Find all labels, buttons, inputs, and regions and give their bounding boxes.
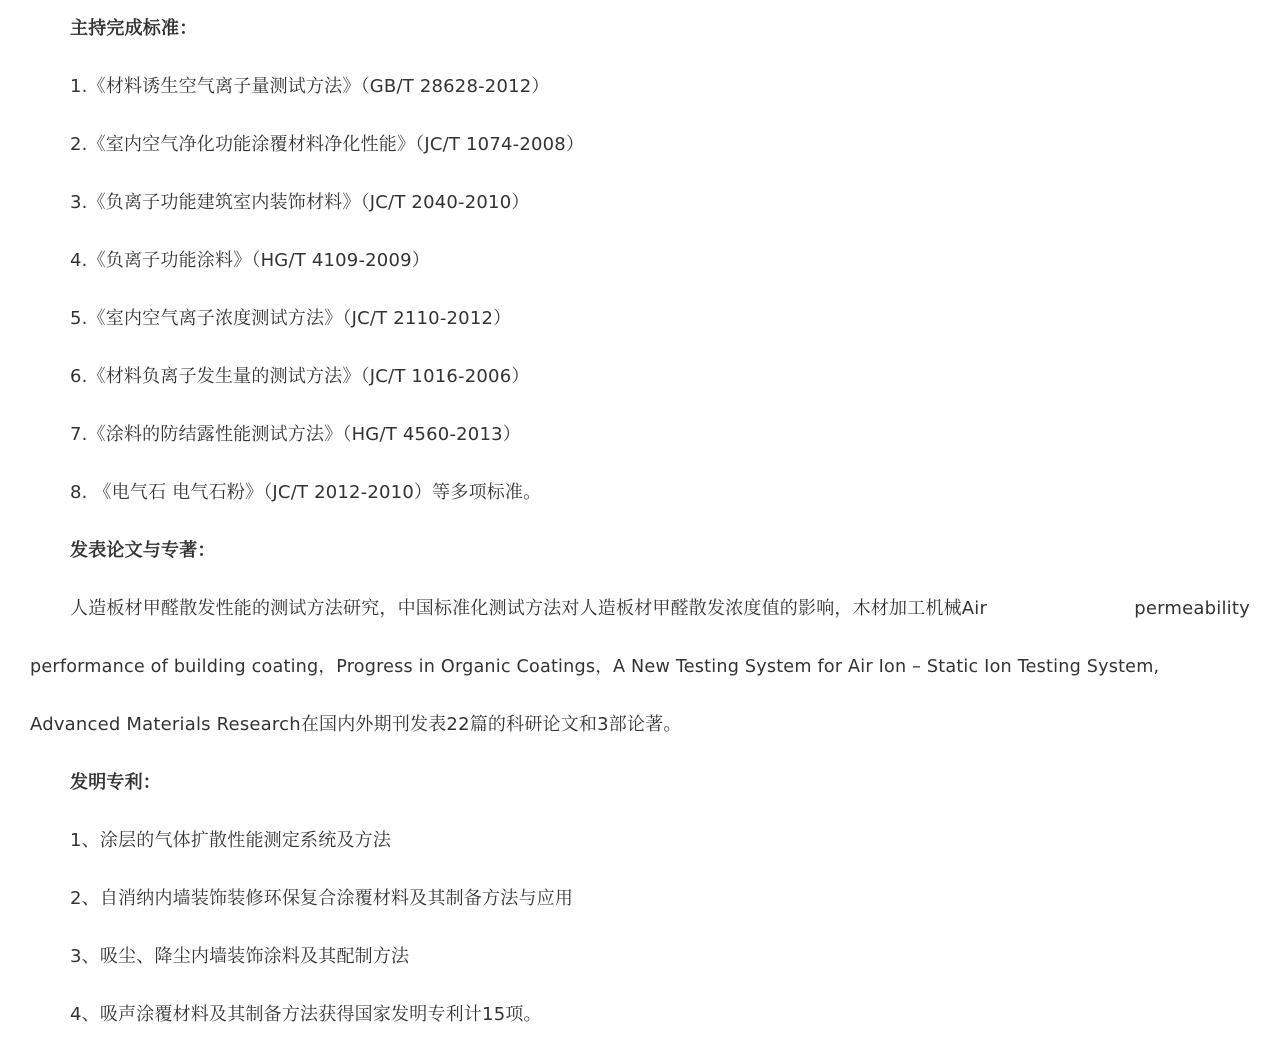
papers-paragraph-line: Advanced Materials Research在国内外期刊发表22篇的科研论文和3部论著。 bbox=[30, 714, 682, 735]
standard-item: 4.《负离子功能涂料》（HG/T 4109-2009） bbox=[70, 250, 430, 271]
patents-heading: 发明专利： bbox=[70, 772, 161, 793]
papers-line1-right: permeability bbox=[1134, 598, 1250, 619]
papers-paragraph-line bbox=[30, 580, 1250, 638]
papers-heading: 发表论文与专著： bbox=[70, 540, 216, 561]
standard-item: 5.《室内空气离子浓度测试方法》（JC/T 2110-2012） bbox=[70, 308, 512, 329]
patent-item: 2、自消纳内墙装饰装修环保复合涂覆材料及其制备方法与应用 bbox=[70, 888, 574, 909]
patent-item: 3、吸尘、降尘内墙装饰涂料及其配制方法 bbox=[70, 946, 410, 967]
papers-paragraph-line: performance of building coating，Progress in Organic Coatings，A New Testing System for Air Ion – Static Ion Testing System, bbox=[30, 657, 1160, 677]
standard-item: 3.《负离子功能建筑室内装饰材料》（JC/T 2040-2010） bbox=[70, 192, 530, 213]
standard-item: 6.《材料负离子发生量的测试方法》（JC/T 1016-2006） bbox=[70, 366, 530, 387]
standard-item: 8. 《电气石 电气石粉》（JC/T 2012-2010）等多项标准。 bbox=[70, 482, 542, 503]
patent-item: 4、吸声涂覆材料及其制备方法获得国家发明专利计15项。 bbox=[70, 1004, 542, 1025]
standard-item: 2.《室内空气净化功能涂覆材料净化性能》（JC/T 1074-2008） bbox=[70, 134, 585, 155]
standards-heading: 主持完成标准： bbox=[70, 18, 198, 39]
patent-item: 1、涂层的气体扩散性能测定系统及方法 bbox=[70, 830, 392, 851]
papers-line1-left: 人造板材甲醛散发性能的测试方法研究，中国标准化测试方法对人造板材甲醛散发浓度值的影响，木材加工机械Air bbox=[70, 598, 988, 619]
standard-item: 1.《材料诱生空气离子量测试方法》（GB/T 28628-2012） bbox=[70, 76, 550, 97]
standard-item: 7.《涂料的防结露性能测试方法》（HG/T 4560-2013） bbox=[70, 424, 521, 445]
